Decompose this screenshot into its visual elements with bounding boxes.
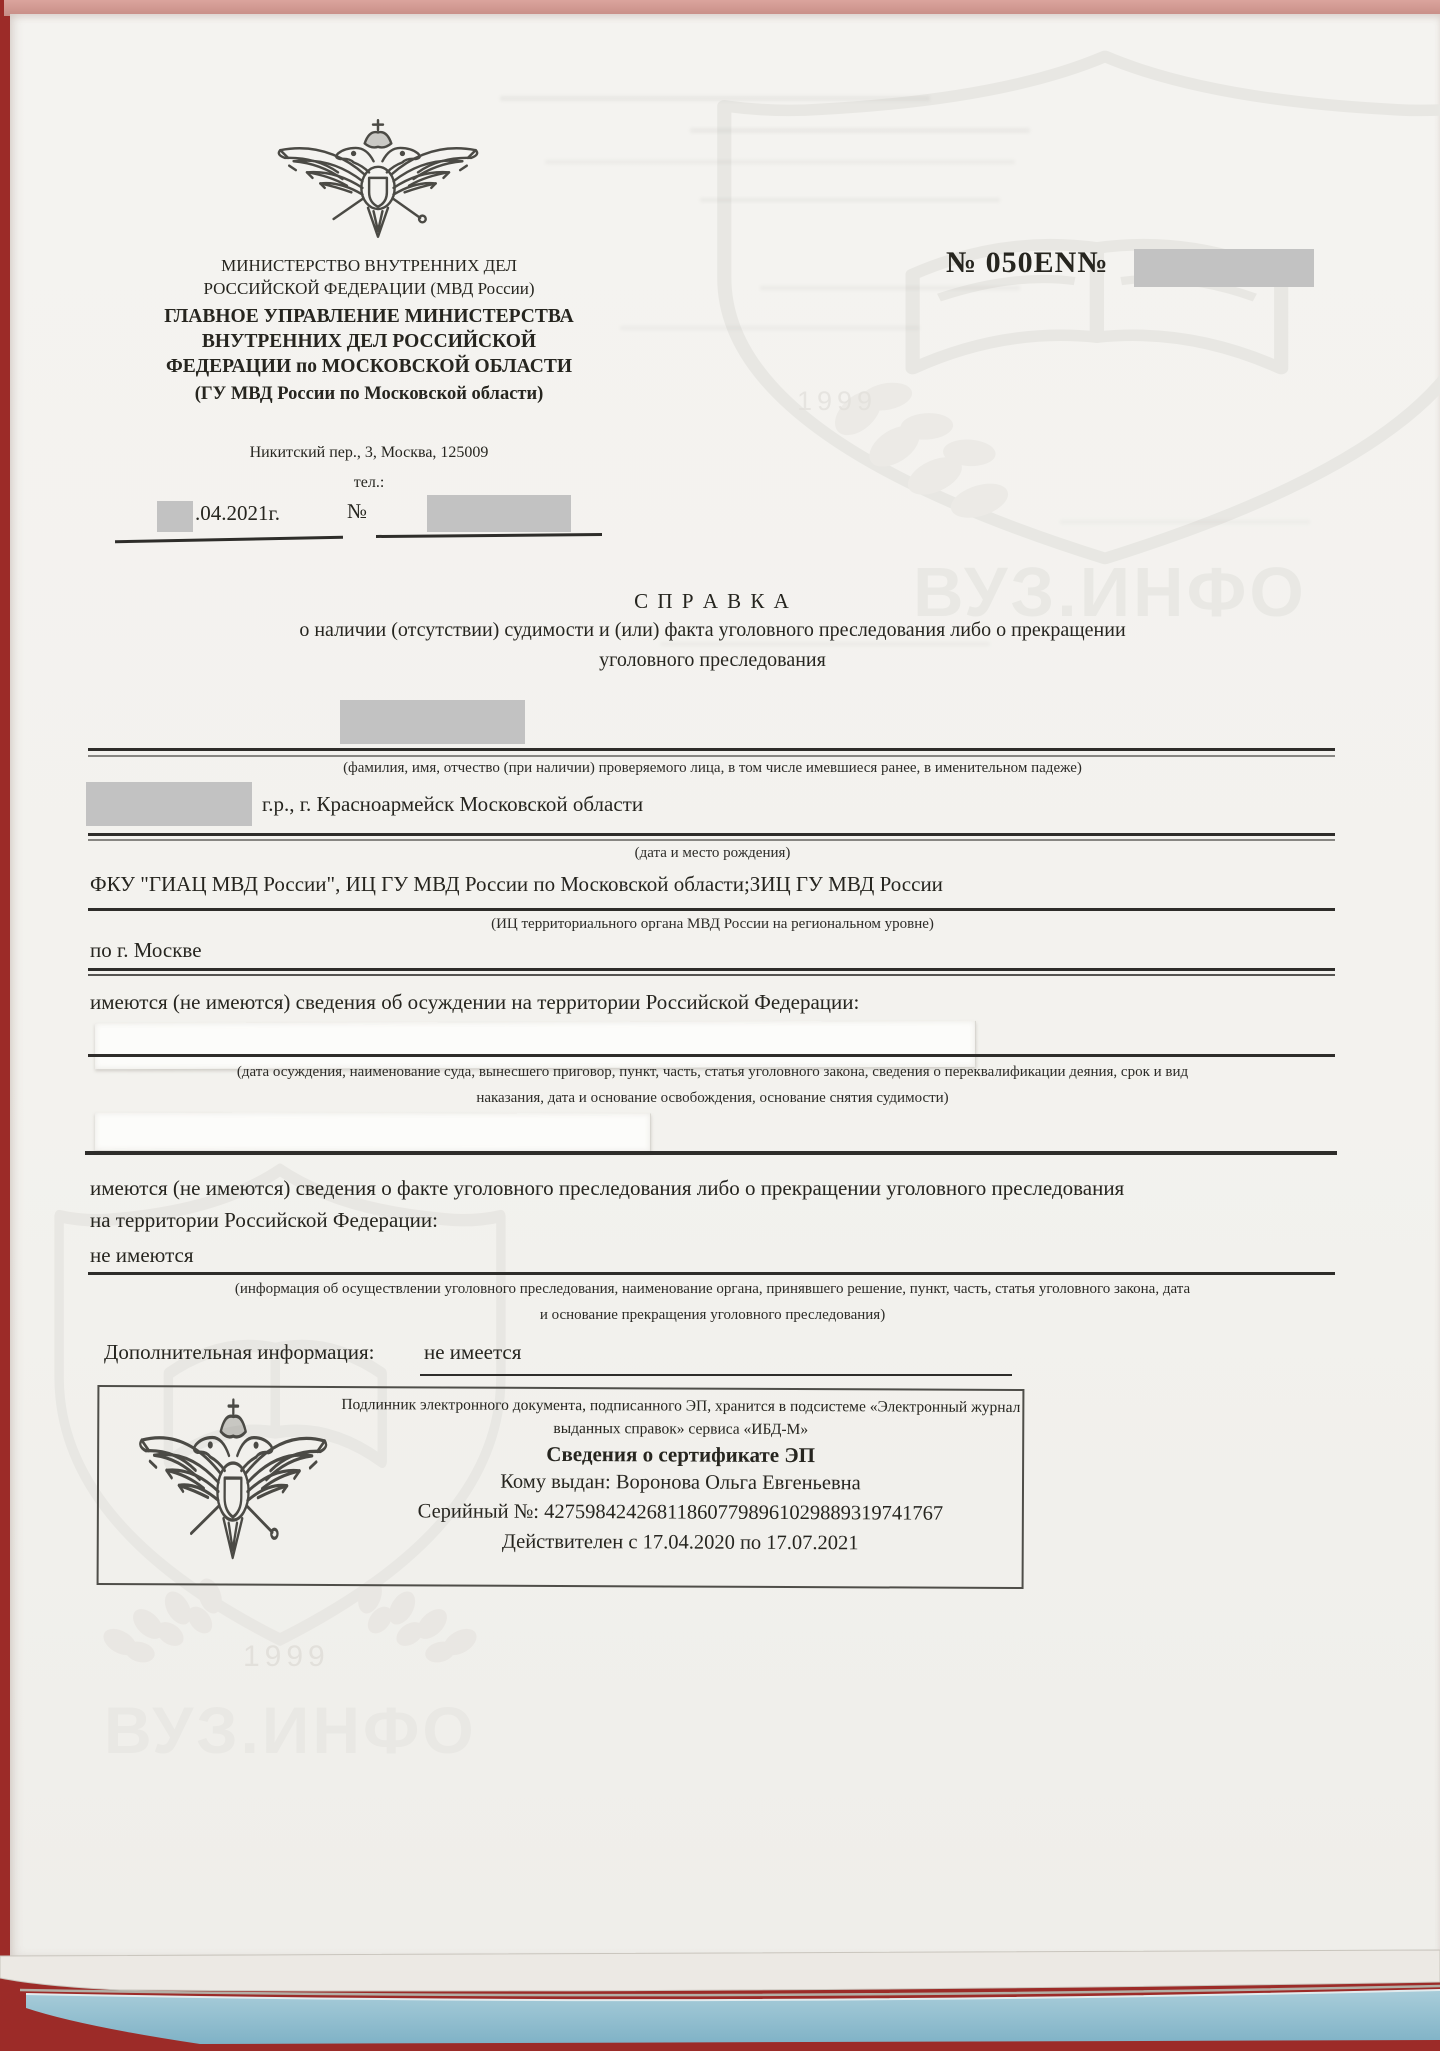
watermark-brand-top: ВУЗ.ИНФО — [913, 553, 1307, 631]
birth-caption: (дата и место рождения) — [634, 845, 791, 861]
watermark-brand-bottom: ВУЗ.ИНФО — [104, 1693, 477, 1767]
redaction-box-name — [340, 700, 525, 744]
redaction-box-serial — [1134, 249, 1314, 287]
watermark-year-top: 1999 — [797, 386, 878, 416]
certificate-validity: Действителен с 17.04.2020 по 17.07.2021 — [501, 1530, 859, 1555]
mvd-eagle-emblem-small — [129, 1395, 338, 1564]
name-caption: (фамилия, имя, отчество (при наличии) проверяемого лица, в том числе имевшиеся ранее, в именительном падеже) — [343, 760, 1082, 776]
whiteout-strip-conviction-2 — [95, 1113, 651, 1152]
certificate-note-2: выданных справок» сервиса «ИБД-М» — [553, 1419, 809, 1439]
conviction-label: имеются (не имеются) сведения об осуждении на территории Российской Федерации: — [90, 990, 860, 1014]
scan-artifact — [500, 96, 930, 101]
city-underline — [88, 968, 1335, 971]
department-line-4: (ГУ МВД России по Московской области) — [194, 384, 544, 404]
document-serial-number: № 050EN№ — [946, 246, 1109, 279]
address-line: Никитский пер., 3, Москва, 125009 — [249, 444, 489, 461]
prosecution-caption-1: (информация об осуществлении уголовного преследования, наименование органа, принявшего решение, пункт, часть, статья уголовного закона, дата — [234, 1281, 1191, 1297]
ministry-line-1: МИНИСТЕРСТВО ВНУТРЕННИХ ДЕЛ — [221, 256, 517, 275]
name-underline — [88, 748, 1335, 751]
document-subtitle-1: о наличии (отсутствии) судимости и (или) факта уголовного преследования либо о прекращении — [299, 619, 1126, 641]
city-value: по г. Москве — [90, 938, 202, 962]
additional-info-underline — [420, 1374, 1012, 1376]
number-sign: № — [347, 499, 368, 523]
prosecution-value: не имеются — [90, 1243, 194, 1267]
scan-artifact — [620, 326, 920, 330]
mvd-eagle-emblem — [267, 116, 489, 242]
certificate-serial: Серийный №: 427598424268118607798961029889319741767 — [417, 1500, 944, 1525]
org-underline — [88, 908, 1335, 911]
conviction-underline — [88, 1054, 1335, 1057]
section-divider-thick — [85, 1151, 1337, 1155]
conviction-caption-1: (дата осуждения, наименование суда, вынесшего приговор, пункт, часть, статья уголовного закона, сведения о переквалификации деяния, срок и вид — [236, 1064, 1189, 1080]
shield-book-watermark — [700, 30, 1440, 575]
city-underline-double — [88, 974, 1335, 976]
scan-artifact — [1060, 520, 1310, 524]
page-stack-bottom-edge — [0, 1948, 1440, 2051]
birth-underline — [88, 833, 1335, 836]
redaction-box-date — [157, 501, 193, 532]
phone-label: тел.: — [353, 474, 385, 491]
department-line-1: ГЛАВНОЕ УПРАВЛЕНИЕ МИНИСТЕРСТВА — [164, 306, 574, 327]
certificate-title: Сведения о сертификате ЭП — [546, 1441, 815, 1468]
scan-artifact — [700, 198, 1000, 202]
whiteout-strip-conviction — [95, 1021, 976, 1069]
redaction-box-birth — [86, 782, 252, 826]
scan-artifact — [660, 642, 990, 646]
certificate-issued-to: Кому выдан: Воронова Ольга Евгеньевна — [500, 1470, 861, 1495]
scan-artifact — [760, 286, 1020, 290]
document-title: С П Р А В К А — [634, 589, 791, 613]
prosecution-underline — [88, 1272, 1335, 1275]
scan-artifact — [690, 128, 1030, 133]
scan-artifact — [545, 160, 1015, 164]
birth-underline-double — [88, 839, 1335, 841]
department-line-3: ФЕДЕРАЦИИ по МОСКОВСКОЙ ОБЛАСТИ — [165, 356, 573, 377]
additional-info-label: Дополнительная информация: — [104, 1340, 375, 1364]
birth-value: г.р., г. Красноармейск Московской области — [262, 792, 644, 816]
prosecution-label-2: на территории Российской Федерации: — [90, 1208, 438, 1232]
conviction-caption-2: наказания, дата и основание освобождения, основание снятия судимости) — [476, 1090, 949, 1106]
org-caption: (ИЦ территориального органа МВД России на региональном уровне) — [491, 916, 934, 932]
name-underline-double — [88, 755, 1335, 757]
redaction-box-number — [427, 495, 571, 532]
document-subtitle-2: уголовного преследования — [599, 649, 826, 671]
prosecution-label-1: имеются (не имеются) сведения о факте уголовного преследования либо о прекращении уголовного преследования — [90, 1176, 1125, 1200]
signature-certificate-box — [97, 1385, 1025, 1589]
org-value: ФКУ "ГИАЦ МВД России", ИЦ ГУ МВД России по Московской области;ЗИЦ ГУ МВД России — [90, 872, 943, 896]
certificate-note-1: Подлинник электронного документа, подписанного ЭП, хранится в подсистеме «Электронный журнал — [341, 1396, 1021, 1417]
ministry-line-2: РОССИЙСКОЙ ФЕДЕРАЦИИ (МВД России) — [203, 279, 535, 298]
additional-info-value: не имеется — [424, 1340, 522, 1364]
document-date: .04.2021г. — [195, 501, 280, 525]
watermark-year-bottom: 1999 — [243, 1640, 330, 1673]
prosecution-caption-2: и основание прекращения уголовного преследования) — [539, 1307, 886, 1323]
department-line-2: ВНУТРЕННИХ ДЕЛ РОССИЙСКОЙ — [201, 331, 537, 352]
